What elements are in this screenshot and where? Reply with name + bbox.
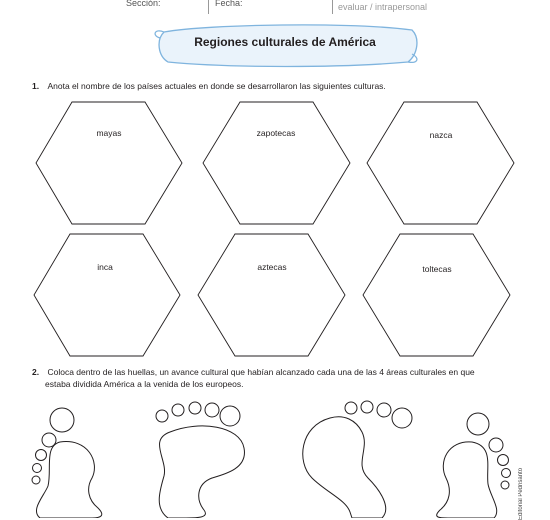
question-text: Anota el nombre de los países actuales en donde se desarrollaron las siguientes culturas. <box>47 81 386 91</box>
culture-label-zapotecas: zapotecas <box>256 128 296 138</box>
hexagon-box <box>198 234 345 356</box>
footprint-icon <box>32 408 102 518</box>
date-label: Fecha: <box>215 0 243 8</box>
hexagon-box <box>34 234 180 356</box>
hexagon-box <box>36 102 182 224</box>
footprint-icon <box>156 402 244 518</box>
question-2 <box>32 366 512 390</box>
hexagon-box <box>367 102 514 224</box>
header-bar <box>0 0 550 16</box>
section-label: Sección: <box>126 0 161 8</box>
footprint-icon <box>303 401 412 518</box>
question-text: estaba dividida América a la venida de los europeos. <box>45 379 244 389</box>
header-divider <box>208 0 209 14</box>
page-title: Regiones culturales de América <box>194 35 376 49</box>
skills-text: evaluar / intrapersonal <box>338 2 428 12</box>
hexagon-box <box>203 102 350 224</box>
header-divider <box>332 0 333 14</box>
question-text: Coloca dentro de las huellas, un avance cultural que habían alcanzado cada una de las 4 áreas culturales en que <box>47 367 475 377</box>
culture-label-aztecas: aztecas <box>257 262 287 272</box>
culture-label-toltecas: toltecas <box>422 264 452 274</box>
question-1 <box>32 80 512 92</box>
footprint-icon <box>437 413 511 518</box>
culture-label-mayas: mayas <box>96 128 122 138</box>
question-number: 2. <box>32 367 40 377</box>
hexagon-box <box>363 234 510 356</box>
publisher-credit: Editorial Pedrisanto <box>518 467 524 520</box>
question-number: 1. <box>32 81 40 91</box>
culture-label-nazca: nazca <box>429 130 453 140</box>
culture-label-inca: inca <box>97 262 113 272</box>
footprints-area <box>0 398 520 518</box>
